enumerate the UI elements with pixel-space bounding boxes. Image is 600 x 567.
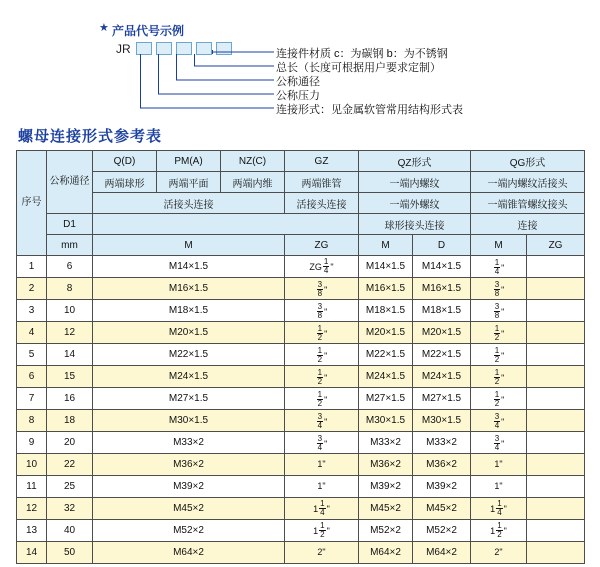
cell-qg-m: $\frac{1}{2}$ ": [471, 366, 527, 388]
cell-qg-zg: [527, 278, 585, 300]
cell-dn: 16: [47, 388, 93, 410]
cell-seq: 3: [17, 300, 47, 322]
cell-gz: $\frac{1}{2}$ ": [285, 344, 359, 366]
legend-title: 产品代号示例: [112, 24, 185, 38]
code-box: [136, 42, 152, 55]
code-prefix-label: JR: [116, 42, 131, 56]
cell-qz-m: M39×2: [359, 476, 413, 498]
cell-m: M16×1.5: [93, 278, 285, 300]
cell-qg-m: 1 $\frac{1}{2}$ ": [471, 520, 527, 542]
cell-dn: 12: [47, 322, 93, 344]
cell-dn: 25: [47, 476, 93, 498]
cell-seq: 11: [17, 476, 47, 498]
col-header-group-code: PM(A): [157, 151, 221, 172]
cell-gz: $\frac{1}{2}$ ": [285, 322, 359, 344]
cell-seq: 5: [17, 344, 47, 366]
cell-qg-zg: [527, 366, 585, 388]
cell-qg-zg: [527, 322, 585, 344]
legend-callout-list: [276, 47, 463, 117]
cell-qg-zg: [527, 344, 585, 366]
cell-qz-m: M45×2: [359, 498, 413, 520]
cell-seq: 4: [17, 322, 47, 344]
col-header-group-code: QZ形式: [359, 151, 471, 172]
table-header-row: [17, 193, 585, 214]
legend-callout-item: 连接件材质 c：为碳钢 b：为不锈钢: [276, 48, 448, 60]
cell-dn: 22: [47, 454, 93, 476]
table-row: [17, 520, 585, 542]
cell-seq: 12: [17, 498, 47, 520]
cell-m: M64×2: [93, 542, 285, 564]
table-row: [17, 278, 585, 300]
cell-dn: 50: [47, 542, 93, 564]
cell-qz-m: M27×1.5: [359, 388, 413, 410]
cell-seq: 14: [17, 542, 47, 564]
cell-qz-m: M24×1.5: [359, 366, 413, 388]
table-row: [17, 388, 585, 410]
cell-qz-m: M16×1.5: [359, 278, 413, 300]
cell-m: M39×2: [93, 476, 285, 498]
cell-qz-d: M24×1.5: [413, 366, 471, 388]
cell-gz: $\frac{1}{2}$ ": [285, 388, 359, 410]
cell-qg-m: $\frac{3}{4}$ ": [471, 410, 527, 432]
cell-m: M18×1.5: [93, 300, 285, 322]
table-header-row: [17, 235, 585, 256]
cell-gz: $\frac{3}{4}$ ": [285, 432, 359, 454]
cell-qz-m: M52×2: [359, 520, 413, 542]
cell-m: M52×2: [93, 520, 285, 542]
cell-gz: 1 $\frac{1}{4}$ ": [285, 498, 359, 520]
table-row: [17, 432, 585, 454]
cell-qz-d: M16×1.5: [413, 278, 471, 300]
col-header-qg-zg: ZG: [527, 235, 585, 256]
table-body: [17, 256, 585, 564]
col-header-connection-gz: 活接头连接: [285, 193, 359, 214]
cell-qg-zg: [527, 300, 585, 322]
col-header-connection-qz: 一端外螺纹: [359, 193, 471, 214]
cell-dn: 8: [47, 278, 93, 300]
code-box: [196, 42, 212, 55]
cell-qg-zg: [527, 542, 585, 564]
col-header-qz-m: M: [359, 235, 413, 256]
cell-qg-m: 1 $\frac{1}{4}$ ": [471, 498, 527, 520]
cell-qz-m: M14×1.5: [359, 256, 413, 278]
cell-qg-zg: [527, 454, 585, 476]
table-row: [17, 454, 585, 476]
cell-seq: 9: [17, 432, 47, 454]
cell-gz: ZG $\frac{1}{4}$ ": [285, 256, 359, 278]
table-row: [17, 344, 585, 366]
product-code-legend: [0, 0, 600, 120]
cell-qg-m: $\frac{1}{2}$ ": [471, 388, 527, 410]
col-header-group-code: QG形式: [471, 151, 585, 172]
cell-dn: 10: [47, 300, 93, 322]
col-header-thread-zg: ZG: [285, 235, 359, 256]
cell-qz-d: M45×2: [413, 498, 471, 520]
table-head: [17, 151, 585, 256]
col-header-thread-m: M: [93, 235, 285, 256]
col-header-ball-joint: 球形接头连接: [359, 214, 471, 235]
cell-seq: 7: [17, 388, 47, 410]
cell-gz: 1": [285, 476, 359, 498]
cell-dn: 18: [47, 410, 93, 432]
col-header-group-code: Q(D): [93, 151, 157, 172]
table-row: [17, 300, 585, 322]
cell-m: M27×1.5: [93, 388, 285, 410]
col-header-seq: 序号: [17, 151, 47, 256]
col-header-group-desc: 一端内螺纹: [359, 172, 471, 193]
cell-m: M36×2: [93, 454, 285, 476]
table-header-row: [17, 214, 585, 235]
legend-callout-item: 总长（长度可根据用户要求定制）: [276, 62, 441, 74]
col-header-group-code: NZ(C): [221, 151, 285, 172]
legend-callout-item: 连接形式：见金属软管常用结构形式表: [276, 104, 463, 116]
cell-gz: $\frac{3}{8}$ ": [285, 300, 359, 322]
cell-qg-m: 1": [471, 454, 527, 476]
cell-qg-m: $\frac{3}{8}$ ": [471, 300, 527, 322]
cell-qg-zg: [527, 256, 585, 278]
col-header-group-desc: 两端内维: [221, 172, 285, 193]
col-header-blank: [93, 214, 359, 235]
cell-seq: 6: [17, 366, 47, 388]
cell-gz: 1": [285, 454, 359, 476]
cell-qg-zg: [527, 432, 585, 454]
cell-qz-m: M18×1.5: [359, 300, 413, 322]
col-header-group-desc: 两端锥管: [285, 172, 359, 193]
cell-m: M45×2: [93, 498, 285, 520]
cell-qz-d: M33×2: [413, 432, 471, 454]
cell-seq: 2: [17, 278, 47, 300]
cell-dn: 40: [47, 520, 93, 542]
col-header-connection-left: 活接头连接: [93, 193, 285, 214]
cell-m: M24×1.5: [93, 366, 285, 388]
cell-qg-m: 2": [471, 542, 527, 564]
col-header-group-code: GZ: [285, 151, 359, 172]
cell-dn: 32: [47, 498, 93, 520]
spec-table: [16, 150, 585, 564]
code-box: [156, 42, 172, 55]
cell-qg-m: $\frac{1}{4}$ ": [471, 256, 527, 278]
cell-gz: $\frac{3}{8}$ ": [285, 278, 359, 300]
cell-qz-m: M30×1.5: [359, 410, 413, 432]
cell-qz-m: M33×2: [359, 432, 413, 454]
col-header-group-desc: 两端平面: [157, 172, 221, 193]
cell-qg-zg: [527, 498, 585, 520]
cell-qz-d: M52×2: [413, 520, 471, 542]
cell-qz-d: M36×2: [413, 454, 471, 476]
star-icon: ★: [99, 22, 109, 34]
col-header-d1: D1: [47, 214, 93, 235]
cell-qz-d: M20×1.5: [413, 322, 471, 344]
code-box: [176, 42, 192, 55]
legend-callout-item: 公称通径: [276, 76, 320, 88]
cell-qz-m: M64×2: [359, 542, 413, 564]
cell-gz: $\frac{3}{4}$ ": [285, 410, 359, 432]
cell-qz-d: M64×2: [413, 542, 471, 564]
cell-seq: 1: [17, 256, 47, 278]
table-row: [17, 542, 585, 564]
table-row: [17, 498, 585, 520]
cell-qg-zg: [527, 410, 585, 432]
table-row: [17, 366, 585, 388]
cell-seq: 10: [17, 454, 47, 476]
col-header-dn: 公称通径: [47, 151, 93, 214]
table-row: [17, 322, 585, 344]
cell-qg-m: $\frac{3}{8}$ ": [471, 278, 527, 300]
table-row: [17, 476, 585, 498]
col-header-unit-mm: mm: [47, 235, 93, 256]
cell-qg-zg: [527, 520, 585, 542]
cell-qg-m: $\frac{1}{2}$ ": [471, 344, 527, 366]
cell-qz-d: M39×2: [413, 476, 471, 498]
cell-m: M22×1.5: [93, 344, 285, 366]
table-row: [17, 256, 585, 278]
cell-qg-zg: [527, 476, 585, 498]
table-header-row: [17, 151, 585, 172]
col-header-connection-qg: 一端锥管螺纹接头: [471, 193, 585, 214]
section-title: 螺母连接形式参考表: [18, 128, 163, 145]
cell-qz-m: M22×1.5: [359, 344, 413, 366]
cell-m: M20×1.5: [93, 322, 285, 344]
col-header-group-desc: 一端内螺纹活接头: [471, 172, 585, 193]
cell-qg-m: $\frac{3}{4}$ ": [471, 432, 527, 454]
col-header-qg-m: M: [471, 235, 527, 256]
cell-qz-d: M30×1.5: [413, 410, 471, 432]
cell-dn: 15: [47, 366, 93, 388]
cell-m: M30×1.5: [93, 410, 285, 432]
table-row: [17, 410, 585, 432]
legend-callout-item: 公称压力: [276, 90, 320, 102]
cell-seq: 8: [17, 410, 47, 432]
cell-qg-m: 1": [471, 476, 527, 498]
code-box: [216, 42, 232, 55]
cell-qg-m: $\frac{1}{2}$ ": [471, 322, 527, 344]
cell-seq: 13: [17, 520, 47, 542]
cell-qz-m: M20×1.5: [359, 322, 413, 344]
cell-qz-d: M22×1.5: [413, 344, 471, 366]
code-box-group: [136, 42, 232, 55]
cell-qz-d: M27×1.5: [413, 388, 471, 410]
cell-dn: 6: [47, 256, 93, 278]
cell-gz: 2": [285, 542, 359, 564]
cell-qz-m: M36×2: [359, 454, 413, 476]
cell-m: M14×1.5: [93, 256, 285, 278]
cell-gz: 1 $\frac{1}{2}$ ": [285, 520, 359, 542]
col-header-connect: 连接: [471, 214, 585, 235]
col-header-group-desc: 两端球形: [93, 172, 157, 193]
cell-qg-zg: [527, 388, 585, 410]
table-header-row: [17, 172, 585, 193]
cell-m: M33×2: [93, 432, 285, 454]
col-header-qz-d: D: [413, 235, 471, 256]
cell-qz-d: M14×1.5: [413, 256, 471, 278]
cell-dn: 14: [47, 344, 93, 366]
cell-dn: 20: [47, 432, 93, 454]
cell-qz-d: M18×1.5: [413, 300, 471, 322]
cell-gz: $\frac{1}{2}$ ": [285, 366, 359, 388]
